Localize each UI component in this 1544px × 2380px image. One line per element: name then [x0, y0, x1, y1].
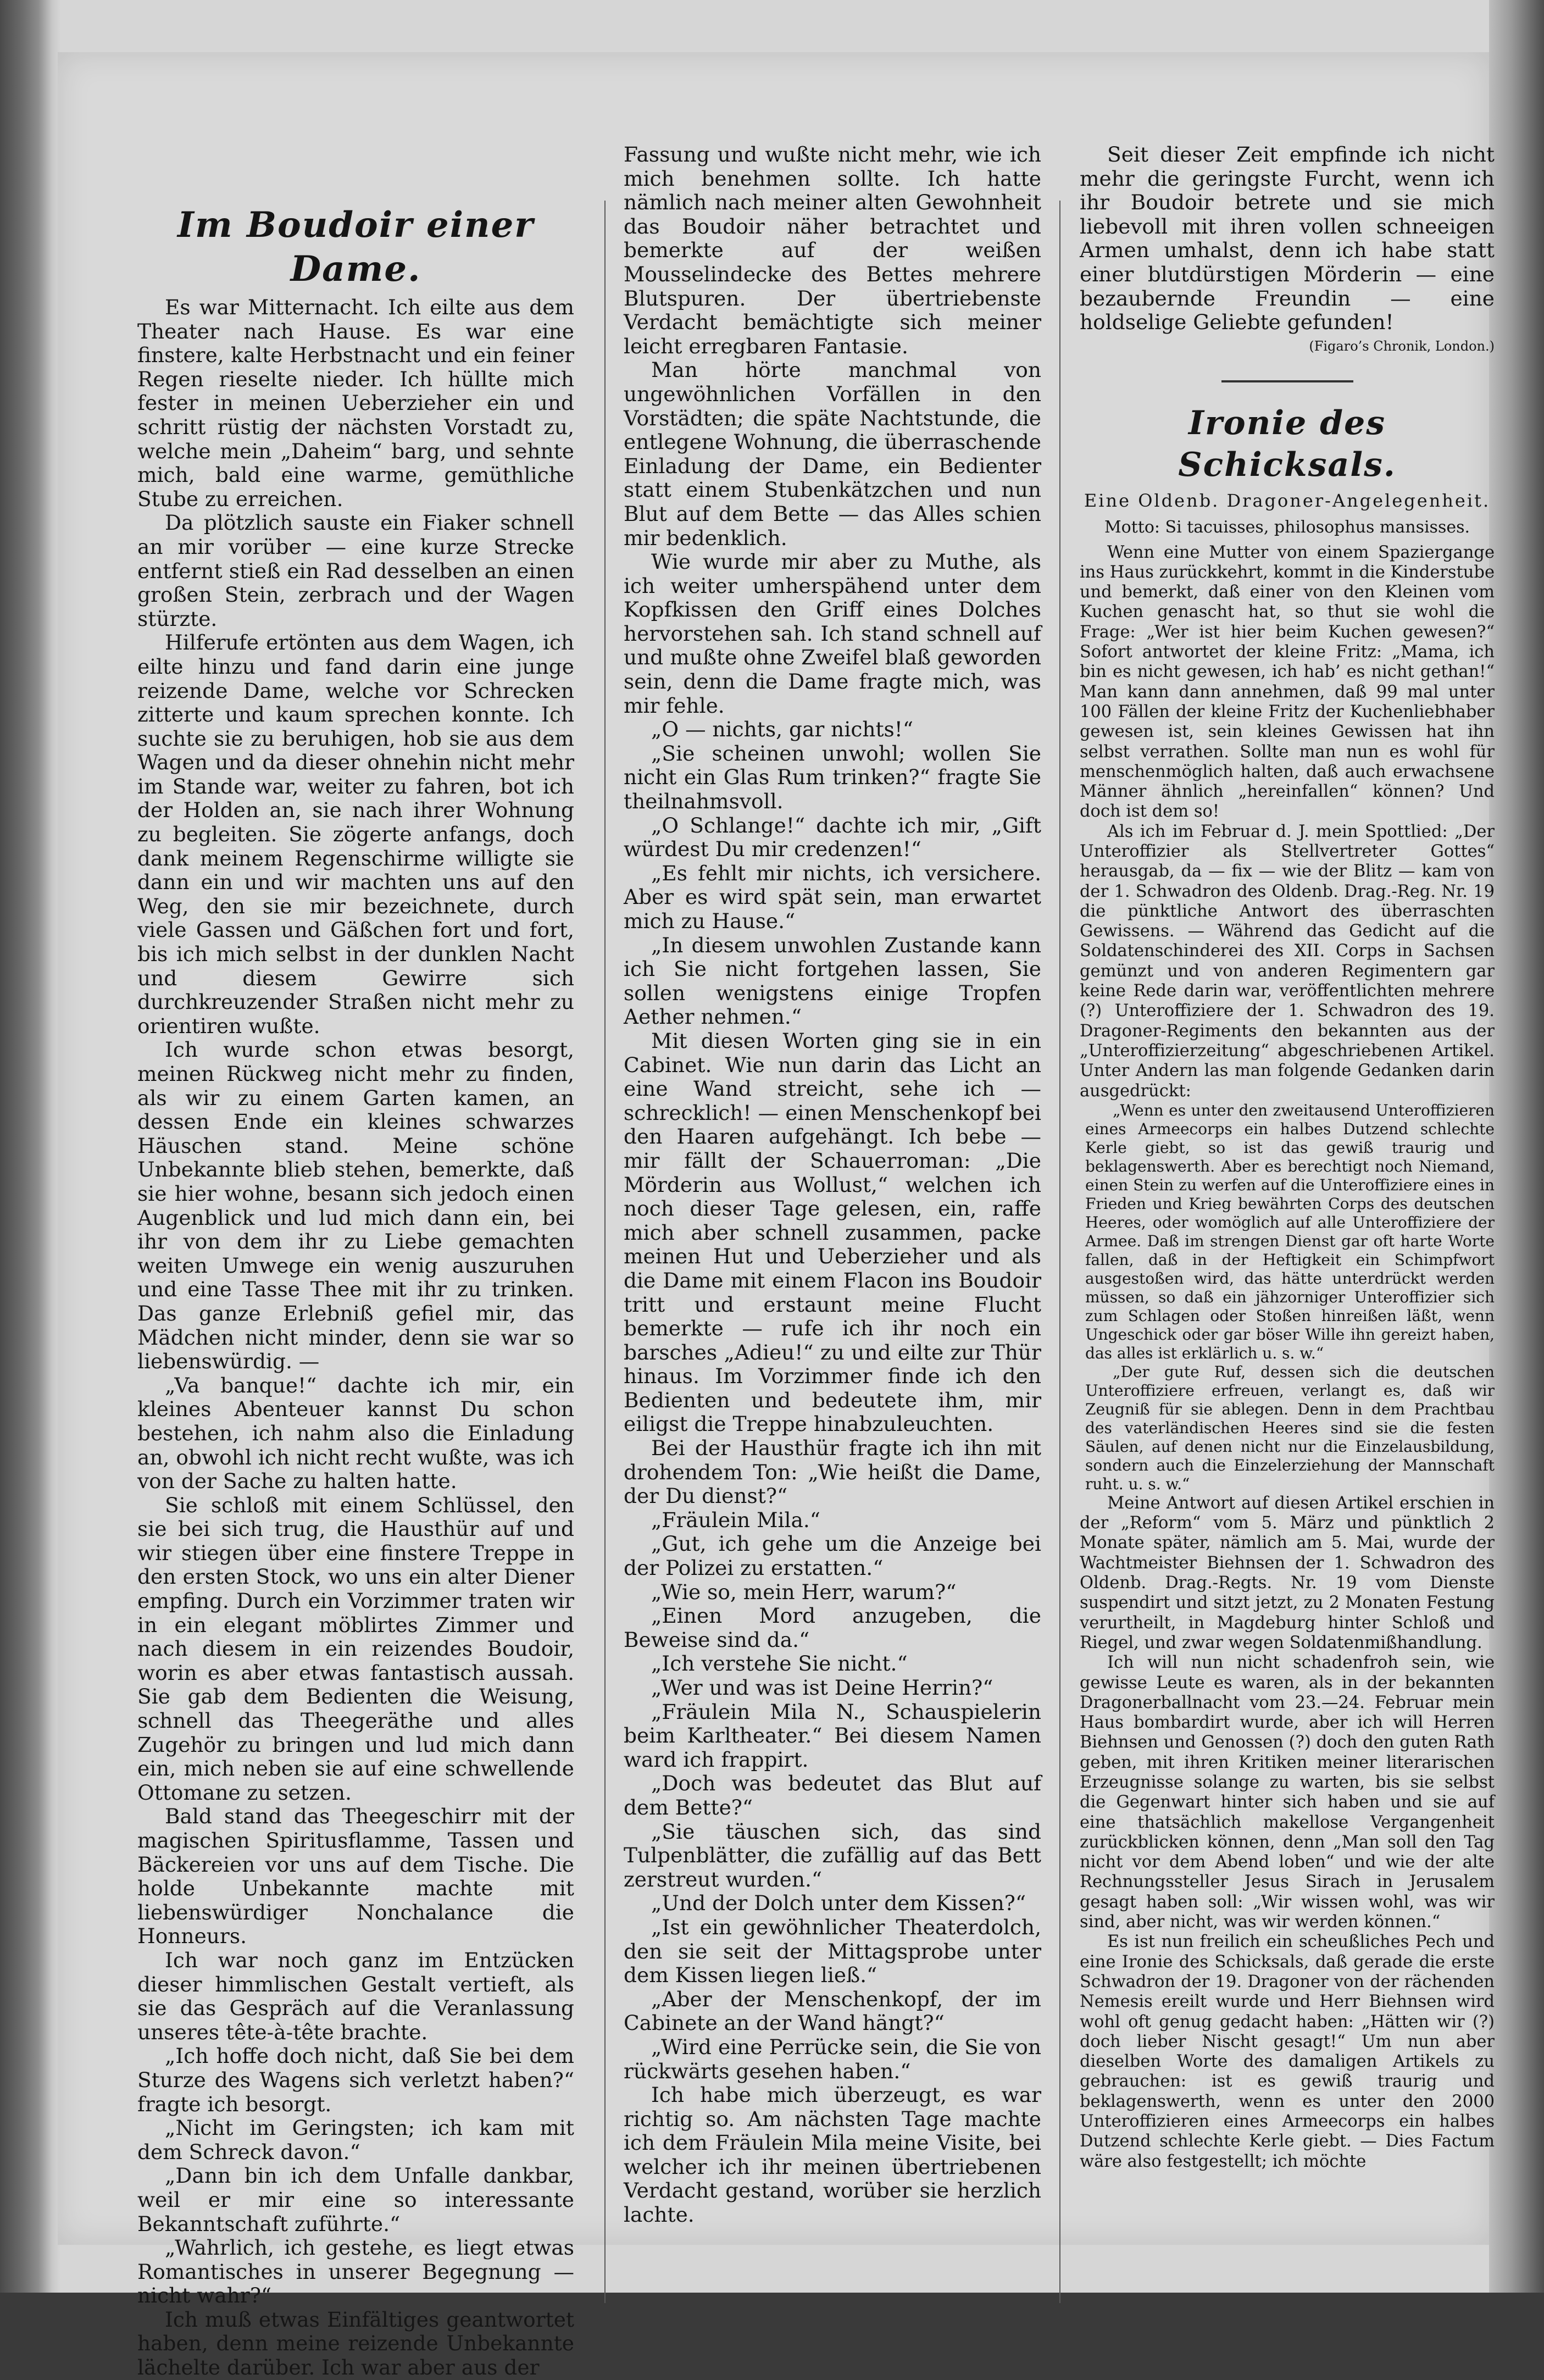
paragraph: Wie wurde mir aber zu Muthe, als ich weiter umherspähend unter dem Kopfkissen den Griff eines Dolches hervorstehen sah. Ich stand schnell auf und mußte ohne Zweifel blaß geworden sein, denn die Dame fragte mich, was mir fehle. — [624, 550, 1041, 718]
paragraph: Es ist nun freilich ein scheußliches Pech und eine Ironie des Schicksals, daß gerade die erste Schwadron der 19. Dragoner von der rächenden Nemesis ereilt wurde und Herr Biehnsen wird wohl oft genug gedacht haben: „Hätten wir (?) doch lieber Nischt gesagt!“ Um nun aber dieselben Worte des damaligen Artikels zu gebrauchen: ist es gewiß traurig und beklagenswerth, wenn es unter den 2000 Unteroffizieren eines Armeecorps ein halbes Dutzend schlechte Kerle giebt. — Dies Factum wäre also festgestellt; ich möchte — [1080, 1932, 1495, 2171]
paragraph: „Wer und was ist Deine Herrin?“ — [651, 1676, 993, 1700]
paragraph: „Wird eine Perrücke sein, die Sie von rückwärts gesehen haben.“ — [624, 2034, 1041, 2083]
paragraph: „Va banque!“ dachte ich mir, ein kleines Abenteuer kannst Du schon bestehen, ich nahm also die Einladung an, obwohl ich nicht recht wußte, was ich von der Sache zu halten hatte. — [137, 1373, 574, 1494]
paragraph: Ich muß etwas Einfältiges geantwortet haben, denn meine reizende Unbekannte lächelte darüber. Ich war aber aus der — [137, 2307, 574, 2380]
paragraph: „Ist ein gewöhnlicher Theaterdolch, den sie seit der Mittagsprobe unter dem Kissen liegen ließ.“ — [624, 1915, 1041, 1988]
quote-paragraph: „Wenn es unter den zweitausend Unteroffizieren eines Armeecorps ein halbes Dutzend schlechte Kerle giebt, so ist das gewiß traurig und beklagenswerth. Aber es berechtigt noch Niemand, einen Stein zu werfen auf die Unteroffiziere eines in Frieden und Krieg bewährten Corps des deutschen Heeres, oder womöglich auf alle Unteroffiziere der Armee. Daß im strengen Dienst gar oft harte Worte fallen, daß in der Heftigkeit ein Schimpfwort ausgestoßen wird, das hätte unterdrückt werden müssen, so daß ein jähzorniger Unteroffizier sich zum Schlagen oder Stoßen hinreißen läßt, wenn Ungeschick oder gar böser Wille ihn gereizt haben, das alles ist erklärlich u. s. w.“ — [1085, 1101, 1495, 1362]
article-title: Ironie des Schicksals. — [1178, 404, 1396, 485]
paragraph: „Nicht im Geringsten; ich kam mit dem Schreck davon.“ — [137, 2116, 574, 2164]
column-rule — [1059, 201, 1060, 2303]
paragraph: Meine Antwort auf diesen Artikel erschien in der „Reform“ vom 5. März und pünktlich 2 Monate später, nämlich am 5. Mai, wurde der Wachtmeister Biehnsen der 1. Schwadron des Oldenb. Drag.-Regts. Nr. 19 vom Dienste suspendirt und sitzt jetzt, zu 2 Monaten Festung verurtheilt, in Magdeburg hinter Schloß und Riegel, und zwar wegen Soldatenmißhandlung. — [1080, 1493, 1495, 1652]
paragraph: „Dann bin ich dem Unfalle dankbar, weil er mir eine so interessante Bekanntschaft zuführte.“ — [137, 2163, 574, 2236]
paragraph: „Wie so, mein Herr, warum?“ — [651, 1579, 957, 1604]
paragraph: „Wahrlich, ich gestehe, es liegt etwas Romantisches in unserer Begegnung — nicht wahr?“ — [137, 2235, 574, 2308]
paragraph: Ich war noch ganz im Entzücken dieser himmlischen Gestalt vertieft, als sie das Gespräch auf die Veranlassung unseres tête-à-tête brachte. — [137, 1948, 574, 2044]
source-credit: (Figaro’s Chronik, London.) — [1309, 338, 1495, 354]
paragraph: „Und der Dolch unter dem Kissen?“ — [651, 1891, 1026, 1916]
paragraph: „Fräulein Mila N., Schauspielerin beim Karltheater.“ Bei diesem Namen ward ich frappirt. — [624, 1699, 1041, 1772]
paragraph: „Fräulein Mila.“ — [651, 1507, 820, 1532]
paragraph: Hilferufe ertönten aus dem Wagen, ich eilte hinzu und fand darin eine junge reizende Dame, welche vor Schrecken zitterte und kaum sprechen konnte. Ich suchte sie zu beruhigen, hob sie aus dem Wagen und da dieser ohnehin nicht mehr im Stande war, weiter zu fahren, bot ich der Holden an, sie nach ihrer Wohnung zu begleiten. Sie zögerte anfangs, doch dank meinem Regenschirme willigte sie dann ein und wir machten uns auf den Weg, den sie mir bezeichnete, durch viele Gassen und Gäßchen fort und fort, bis ich mich selbst in der dunklen Nacht und diesem Gewirre sich durchkreuzender Straßen nicht mehr zu orientiren wußte. — [137, 630, 574, 1038]
paragraph: Bald stand das Theegeschirr mit der magischen Spiritusflamme, Tassen und Bäckereien vor uns auf dem Tische. Die holde Unbekannte machte mit liebenswürdiger Nonchalance die Honneurs. — [137, 1804, 574, 1949]
paragraph: Seit dieser Zeit empfinde ich nicht mehr die geringste Furcht, wenn ich ihr Boudoir betrete und sie mich liebevoll mit ihren vollen schneeigen Armen umhalst, denn ich habe statt einer blutdürstigen Mörderin — eine bezaubernde Freundin — eine holdselige Geliebte gefunden! — [1080, 142, 1495, 335]
article-title: Im Boudoir einer Dame. — [177, 204, 534, 290]
paragraph: „Gut, ich gehe um die Anzeige bei der Polizei zu erstatten.“ — [624, 1532, 1041, 1580]
article-motto: Motto: Si tacuisses, philosophus mansisses. — [1104, 517, 1470, 537]
paragraph: Als ich im Februar d. J. mein Spottlied: „Der Unteroffizier als Stellvertreter Gottes“ herausgab, da — fix — wie der Blitz — kam von der 1. Schwadron des Oldenb. Drag.-Reg. Nr. 19 die pünktliche Antwort des überraschten Gewissens. — Während das Gedicht auf die Soldatenschinderei des XII. Corps in Sachsen gemünzt und von anderen Regimentern gar keine Rede darin war, veröffentlichten mehrere (?) Unteroffiziere der 1. Schwadron des 19. Dragoner-Regiments den bekannten aus der „Unteroffizierzeitung“ abgeschriebenen Artikel. Unter Andern las man folgende Gedanken darin ausgedrückt: — [1080, 822, 1495, 1101]
paragraph: Ich wurde schon etwas besorgt, meinen Rückweg nicht mehr zu finden, als wir zu einem Garten kamen, an dessen Ende ein kleines schwarzes Häuschen stand. Meine schöne Unbekannte blieb stehen, bemerkte, daß sie hier wohne, besann sich jedoch einen Augenblick und lud mich dann ein, bei ihr von dem ihr zu Liebe gemachten weiten Umwege ein wenig auszuruhen und eine Tasse Thee mit ihr zu trinken. Das ganze Erlebniß gefiel mir, das Mädchen nicht minder, denn sie war so liebenswürdig. — — [137, 1038, 574, 1374]
paragraph: „O Schlange!“ dachte ich mir, „Gift würdest Du mir credenzen!“ — [624, 813, 1041, 862]
column-3 — [1080, 143, 1495, 2314]
paragraph: „O — nichts, gar nichts!“ — [651, 717, 914, 742]
paragraph: „Doch was bedeutet das Blut auf dem Bette?“ — [624, 1771, 1041, 1819]
paragraph: „Sie scheinen unwohl; wollen Sie nicht ein Glas Rum trinken?“ fragte Sie theilnahmsvoll. — [624, 741, 1041, 814]
paragraph: „Sie täuschen sich, das sind Tulpenblätter, die zufällig auf das Bett zerstreut wurden.“ — [624, 1819, 1041, 1891]
section-divider — [1221, 380, 1353, 382]
paragraph: „In diesem unwohlen Zustande kann ich Sie nicht fortgehen lassen, Sie sollen wenigstens einige Tropfen Aether nehmen.“ — [624, 933, 1041, 1029]
quote-paragraph: „Der gute Ruf, dessen sich die deutschen Unteroffiziere erfreuen, verlangt es, daß wir Zeugniß für sie ablegen. Denn in dem Prachtbau des vaterländischen Heeres sind sie die festen Säulen, auf denen nicht nur die Einzelausbildung, sondern auch die Einzelerziehung der Mannschaft ruht. u. s. w.“ — [1085, 1362, 1495, 1493]
paragraph: Mit diesen Worten ging sie in ein Cabinet. Wie nun darin das Licht an eine Wand streicht, sehe ich — schrecklich! — einen Menschenkopf bei den Haaren aufgehängt. Ich bebe — mir fällt der Schauerroman: „Die Mörderin aus Wollust,“ welchen ich noch dieser Tage gelesen, ein, raffe mich aber schnell zusammen, packe meinen Hut und Ueberzieher und als die Dame mit einem Flacon ins Boudoir tritt und erstaunt meine Flucht bemerkte — rufe ich ihr noch ein barsches „Adieu!“ zu und eilte zur Thür hinaus. Im Vorzimmer finde ich den Bedienten und bedeutete ihm, mir eiligst die Treppe hinabzuleuchten. — [624, 1028, 1041, 1436]
page-edge — [1489, 0, 1544, 2293]
paragraph: „Einen Mord anzugeben, die Beweise sind da.“ — [624, 1604, 1041, 1652]
paragraph: Ich habe mich überzeugt, es war richtig so. Am nächsten Tage machte ich dem Fräulein Mila meine Visite, bei welcher ich ihr meinen übertriebenen Verdacht gestand, worüber sie herzlich lachte. — [624, 2083, 1041, 2227]
paragraph: Da plötzlich sauste ein Fiaker schnell an mir vorüber — eine kurze Strecke entfernt stieß ein Rad desselben an einen großen Stein, zerbrach und der Wagen stürzte. — [137, 511, 574, 631]
column-1 — [137, 143, 574, 2380]
paragraph: Es war Mitternacht. Ich eilte aus dem Theater nach Hause. Es war eine finstere, kalte Herbstnacht und ein feiner Regen rieselte nieder. Ich hüllte mich fester in meinen Ueberzieher ein und schritt rüstig der nächsten Vorstadt zu, welche mein „Daheim“ barg, und sehnte mich, bald eine warme, gemüthliche Stube zu erreichen. — [137, 295, 574, 511]
paragraph: Ich will nun nicht schadenfroh sein, wie gewisse Leute es waren, als in der bekannten Dragonerballnacht vom 23.—24. Februar mein Haus bombardirt wurde, aber ich will Herren Biehnsen und Genossen (?) doch den guten Rath geben, mit ihren Kritiken meiner literarischen Erzeugnisse solange zu warten, bis sie selbst die Gegenwart hinter sich haben und sie auf eine thatsächlich makellose Vergangenheit zurückblicken können, denn „Man soll den Tag nicht vor dem Abend loben“ und wie der alte Rechnungssteller Jesus Sirach in Jerusalem gesagt haben soll: „Wir wissen wohl, was wir sind, aber nicht, was wir werden können.“ — [1080, 1653, 1495, 1932]
paragraph: Wenn eine Mutter von einem Spaziergange ins Haus zurückkehrt, kommt in die Kinderstube und bemerkt, daß einer von den Kleinen vom Kuchen genascht hat, so thut sie wohl die Frage: „Wer ist hier beim Kuchen gewesen?“ Sofort antwortet der kleine Fritz: „Mama, ich bin es nicht gewesen, ich hab’ es nicht gethan!“ Man kann dann annehmen, daß 99 mal unter 100 Fällen der kleine Fritz der Kuchenliebhaber gewesen ist, sein kleines Gewissen hat ihn selbst verrathen. Sollte man nun es wohl für menschenmöglich halten, daß auch erwachsene Männer ähnlich „hereinfallen“ können? Und doch ist dem so! — [1080, 542, 1495, 822]
paragraph: Man hörte manchmal von ungewöhnlichen Vorfällen in den Vorstädten; die späte Nachtstunde, die entlegene Wohnung, die überraschende Einladung der Dame, ein Bedienter statt einem Stubenkätzchen und nun Blut auf dem Bette — das Alles schien mir bedenklich. — [624, 358, 1041, 550]
paragraph: „Ich verstehe Sie nicht.“ — [651, 1651, 908, 1676]
paragraph: „Ich hoffe doch nicht, daß Sie bei dem Sturze des Wagens sich verletzt haben?“ fragte ich besorgt. — [137, 2044, 574, 2116]
paragraph: „Aber der Menschenkopf, der im Cabinete an der Wand hängt?“ — [624, 1987, 1041, 2035]
paragraph: Fassung und wußte nicht mehr, wie ich mich benehmen sollte. Ich hatte nämlich nach meiner alten Gewohnheit das Boudoir näher betrachtet und bemerkte auf der weißen Mousselindecke des Bettes mehrere Blutspuren. Der übertriebenste Verdacht bemächtigte sich meiner leicht erregbaren Fantasie. — [624, 142, 1041, 358]
paragraph: Bei der Hausthür fragte ich ihn mit drohendem Ton: „Wie heißt die Dame, der Du dienst?“ — [624, 1436, 1041, 1508]
paragraph: Sie schloß mit einem Schlüssel, den sie bei sich trug, die Hausthür auf und wir stiegen über eine finstere Treppe in den ersten Stock, wo uns ein alter Diener empfing. Durch ein Vorzimmer traten wir in ein elegant möblirtes Zimmer und nach diesem in ein reizendes Boudoir, worin es aber etwas fantastisch aussah. Sie gab dem Bedienten die Weisung, schnell das Theegeräthe und alles Zugehör zu bringen und lud mich dann ein, mich neben sie auf eine schwellende Ottomane zu setzen. — [137, 1493, 574, 1805]
paragraph: „Es fehlt mir nichts, ich versichere. Aber es wird spät sein, man erwartet mich zu Hause.“ — [624, 861, 1041, 933]
column-rule — [604, 201, 606, 2303]
column-2 — [624, 143, 1041, 2314]
article-subtitle: Eine Oldenb. Dragoner-Angelegenheit. — [1084, 490, 1491, 512]
